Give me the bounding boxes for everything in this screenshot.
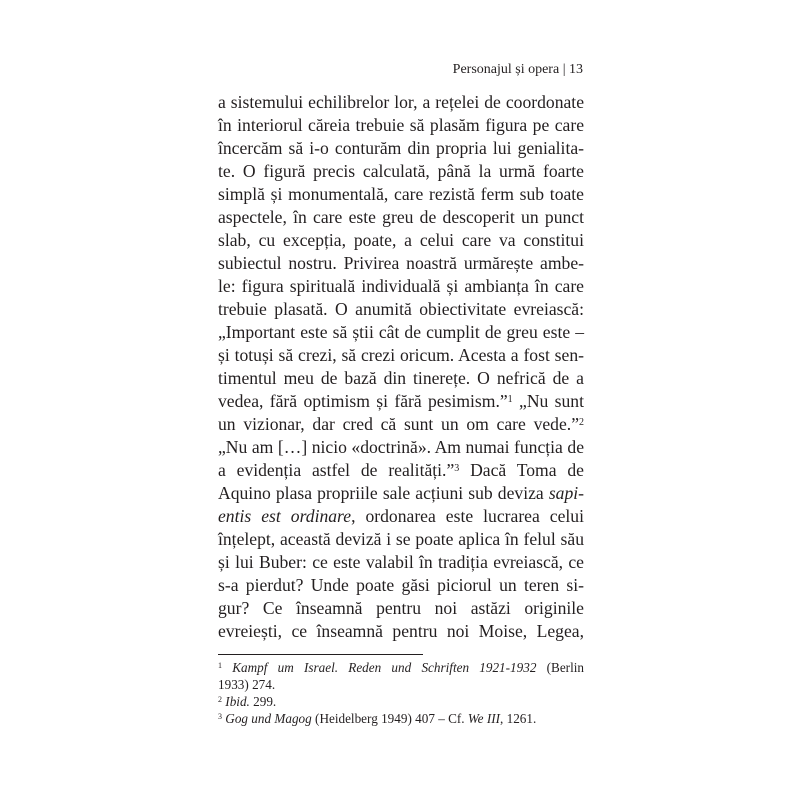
text-run: s-a pierdut? Unde poate găsi piciorul un teren si- — [218, 575, 584, 595]
text-line — [218, 505, 584, 528]
footnotes — [218, 659, 584, 727]
text-line — [218, 459, 584, 482]
footnote-ref: 1 — [218, 661, 222, 670]
text-line — [218, 183, 584, 206]
text-run — [222, 660, 232, 675]
footnote-line — [218, 676, 584, 693]
text-run: vedea, fără optimism și fără pesimism.” — [218, 391, 508, 411]
text-run: „Nu am […] nicio «doctrină». Am numai funcția de — [218, 437, 584, 457]
text-line — [218, 436, 584, 459]
text-run: te. O figură precis calculată, până la urmă foarte — [218, 161, 584, 181]
text-line — [218, 390, 584, 413]
text-line — [218, 482, 584, 505]
text-line — [218, 275, 584, 298]
text-run: Aquino plasa propriile sale acțiuni sub deviza — [218, 483, 549, 503]
text-run: a sistemului echilibrelor lor, a rețelei de coordonate — [218, 92, 584, 112]
text-run: a evidenția astfel de realități.” — [218, 460, 455, 480]
text-run: aspectele, în care este greu de descoperit un punct — [218, 207, 584, 227]
text-line — [218, 160, 584, 183]
text-run: timentul meu de bază din tinerețe. O nefrică de a — [218, 368, 584, 388]
text-line — [218, 597, 584, 620]
text-line — [218, 252, 584, 275]
text-run: subiectul nostru. Privirea noastră urmărește ambe- — [218, 253, 584, 273]
text-line — [218, 344, 584, 367]
text-run: slab, cu excepția, poate, a celui care va constitui — [218, 230, 584, 250]
text-line — [218, 413, 584, 436]
text-run: și totuși să crezi, să crezi oricum. Acesta a fost sen- — [218, 345, 584, 365]
text-run: entis est ordinare — [218, 506, 352, 526]
footnote-line — [218, 659, 584, 676]
text-run: 1933) 274. — [218, 677, 276, 692]
text-run: înțelept, această deviză i se poate aplica în felul său — [218, 529, 584, 549]
text-line — [218, 620, 584, 643]
text-line — [218, 528, 584, 551]
text-line — [218, 114, 584, 137]
text-run: , ordonarea este lucrarea celui — [351, 506, 584, 526]
text-run: le: figura spirituală individuală și ambianța în care — [218, 276, 584, 296]
footnote-ref: 3 — [218, 712, 222, 721]
text-run: sapi- — [548, 483, 584, 503]
text-run: Gog und Magog — [225, 711, 312, 726]
text-line — [218, 229, 584, 252]
text-run: trebuie plasată. O anumită obiectivitate evreiască: — [218, 299, 584, 319]
text-run: încercăm să i-o conturăm din propria lui genialita- — [218, 138, 584, 158]
footnote-ref: 3 — [454, 463, 460, 474]
body-text — [218, 91, 584, 643]
text-run: We III — [467, 711, 501, 726]
text-run: evreiești, ce înseamnă pentru noi Moise, Legea, — [218, 621, 584, 641]
text-run: 299. — [249, 694, 277, 709]
text-line — [218, 367, 584, 390]
text-run: Dacă Toma de — [459, 460, 584, 480]
text-line — [218, 91, 584, 114]
text-run: Ibid. — [225, 694, 250, 709]
text-run: un vizionar, dar cred că sunt un om care vede.” — [218, 414, 579, 434]
text-line — [218, 137, 584, 160]
text-run: gur? Ce înseamnă pentru noi astăzi originile — [218, 598, 584, 618]
text-line — [218, 206, 584, 229]
footnote-ref: 2 — [579, 417, 584, 428]
text-run: , 1261. — [500, 711, 537, 726]
text-line — [218, 321, 584, 344]
text-run: în interiorul căreia trebuie să plasăm figura pe care — [218, 115, 584, 135]
text-line — [218, 298, 584, 321]
footnote-line — [218, 693, 584, 710]
text-run: „Important este să știi cât de cumplit de greu este – — [218, 322, 584, 342]
text-line — [218, 574, 584, 597]
text-run: Kampf um Israel. Reden und Schriften 1921-1932 — [232, 660, 537, 675]
footnote-separator — [218, 654, 423, 655]
footnote-ref: 2 — [218, 695, 222, 704]
text-run: (Heidelberg 1949) 407 – Cf. — [311, 711, 468, 726]
text-run: și lui Buber: ce este valabil în tradiția evreiască, ce — [218, 552, 584, 572]
text-line — [218, 551, 584, 574]
footnote-ref: 1 — [507, 394, 513, 405]
footnote-line — [218, 710, 584, 727]
running-header: Personajul și opera | 13 — [452, 62, 583, 77]
text-run: „Nu sunt — [512, 391, 584, 411]
text-run: simplă și monumentală, care rezistă ferm sub toate — [218, 184, 584, 204]
text-run: (Berlin — [536, 660, 585, 675]
